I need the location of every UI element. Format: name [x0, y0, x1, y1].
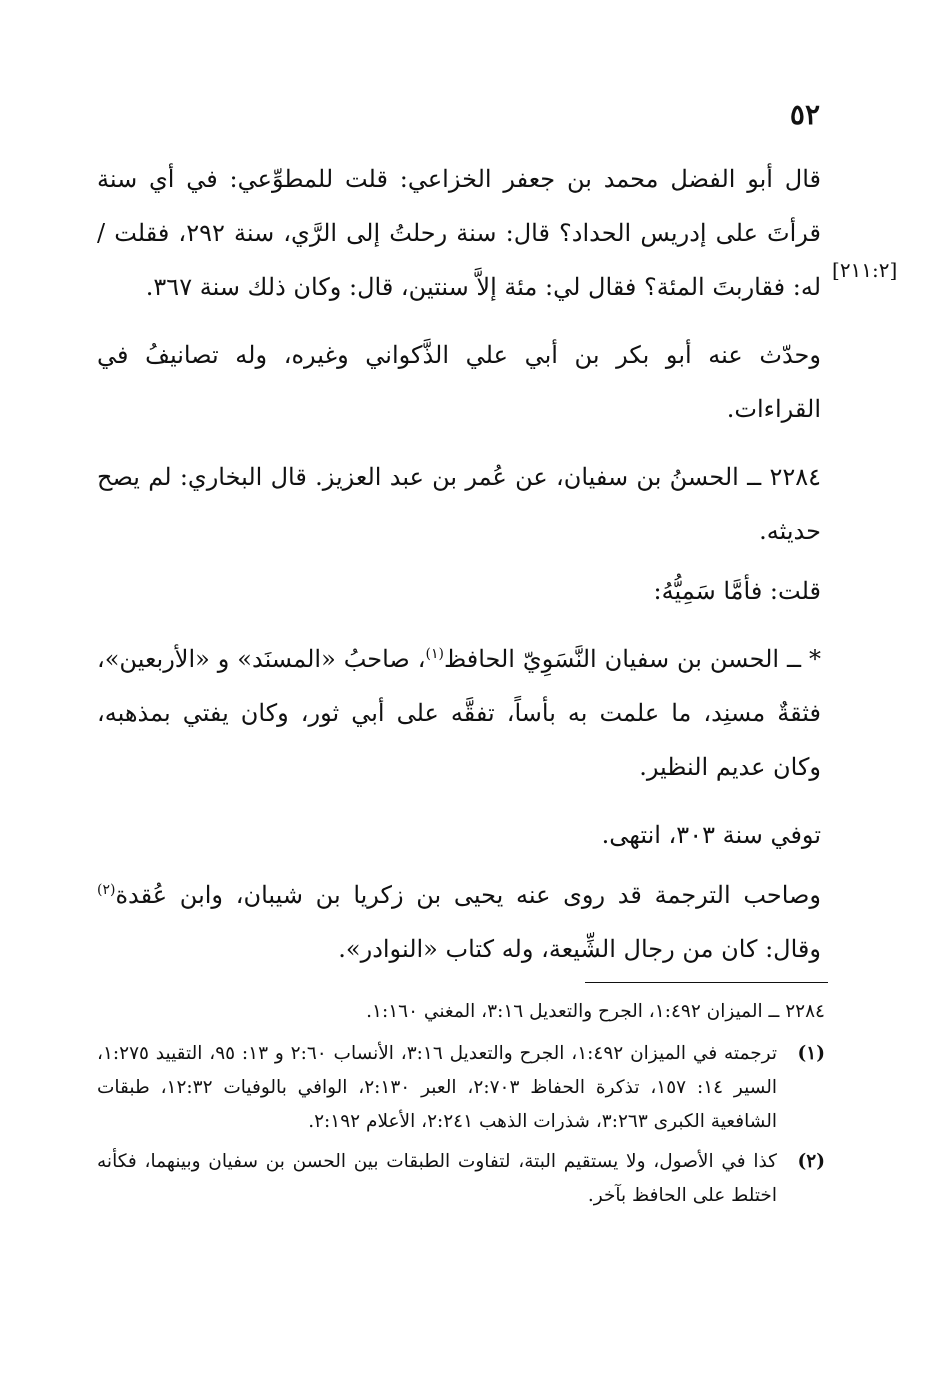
footnotes [97, 995, 825, 1219]
footnote-marker-2[interactable]: (٢) [97, 882, 116, 898]
paragraph-narrators [97, 868, 821, 976]
margin-reference: [٢١١:٢] [832, 258, 898, 282]
paragraph-2: وحدّث عنه أبو بكر بن أبي علي الذَّكواني وغيره، وله تصانيفُ في القراءات. [97, 341, 821, 423]
footnote-divider [585, 982, 828, 983]
footnote-2-text: كذا في الأصول، ولا يستقيم البتة، لتفاوت الطبقات بين الحسن بن سفيان وبينهما، فكأنه اختلط على الحافظ بآخر. [97, 1151, 777, 1206]
page-number: ٥٢ [789, 98, 820, 131]
footnote-marker-1[interactable]: (١) [425, 646, 444, 662]
footnote-2-number: (٢) [797, 1151, 825, 1172]
paragraph-death: توفي سنة ٣٠٣، انتهى. [601, 821, 821, 849]
entry-2284: ٢٢٨٤ ــ الحسنُ بن سفيان، عن عُمر بن عبد العزيز. قال البخاري: لم يصح حديثه. [97, 463, 822, 545]
footnote-1 [97, 1037, 825, 1139]
namesake-body: ، صاحبُ «المسنَد» و «الأربعين»، فثقةٌ مسنِد، ما علمت به بأساً، تفقَّه على أبي ثور، وكان يفتي بمذهبه، وكان عديم النظير. [97, 645, 821, 781]
namesake-head: * ــ الحسن بن سفيان النَّسَوِيّ الحافظ [443, 645, 821, 673]
narrators-tail: وقال: كان من رجال الشِّيعة، وله كتاب «النوادر». [338, 935, 821, 963]
footnote-entry: ٢٢٨٤ ــ الميزان ١:٤٩٢، الجرح والتعديل ٣:١٦، المغني ١:١٦٠. [366, 1001, 825, 1022]
paragraph-namesake [97, 632, 821, 794]
paragraph-namesake-intro: قلت: فأمَّا سَمِيُّهُ: [653, 577, 821, 605]
footnote-1-text: ترجمته في الميزان ١:٤٩٢، الجرح والتعديل ٣:١٦، الأنساب ٢:٦٠ و ١٣: ٩٥، التقييد ١:٢٧٥، السير ١٤: ١٥٧، تذكرة الحفاظ ٢:٧٠٣، العبر ٢:١٣٠، الوافي بالوفيات ١٢:٣٢، طبقات الشافعية الكبرى ٣:٢٦٣، شذرات الذهب ٢:٢٤١، الأعلام ٢:١٩٢. [97, 1043, 777, 1132]
footnote-2 [97, 1145, 825, 1213]
narrators-head: وصاحب الترجمة قد روى عنه يحيى بن زكريا بن شيبان، وابن عُقدة [115, 881, 821, 909]
main-text [97, 152, 821, 990]
footnote-1-number: (١) [797, 1043, 825, 1064]
paragraph-1: قال أبو الفضل محمد بن جعفر الخزاعي: قلت للمطوِّعي: في أي سنة قرأتَ على إدريس الحداد؟ قال: سنة رحلتُ إلى الرَّي، سنة ٢٩٢، فقلت / له: فقاربتَ المئة؟ فقال لي: مئة إلاَّ سنتين، قال: وكان ذلك سنة ٣٦٧. [97, 165, 822, 301]
